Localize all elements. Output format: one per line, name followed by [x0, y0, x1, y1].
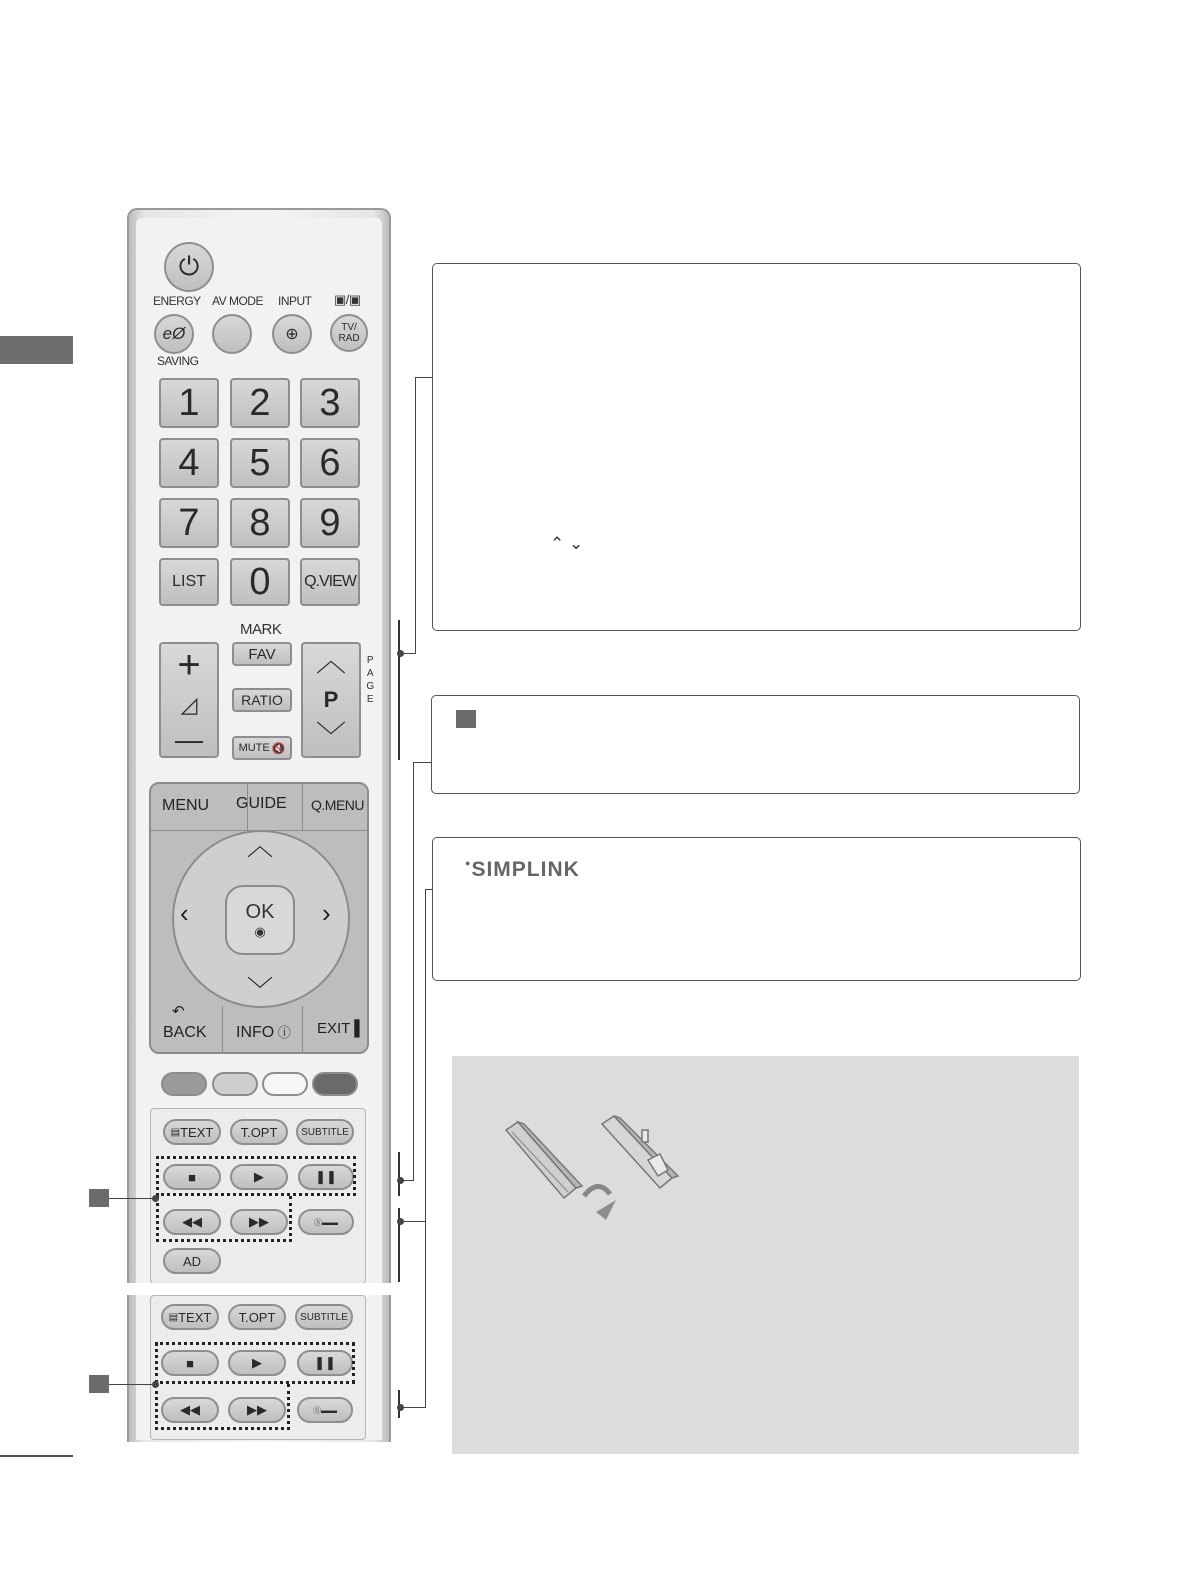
bracket-volume-program	[398, 620, 400, 760]
text-button-b[interactable]	[161, 1304, 219, 1330]
key-2[interactable]: 2	[230, 378, 290, 428]
input-button[interactable]	[272, 314, 312, 354]
pause-icon: ❚❚	[314, 1355, 336, 1370]
left-arrow-icon[interactable]: ‹	[180, 898, 189, 928]
leader-1-h2	[415, 377, 433, 378]
battery-cover-illustration	[498, 1112, 698, 1232]
exit-label: EXIT	[317, 1020, 351, 1037]
q-view-button[interactable]: Q.VIEW	[300, 558, 360, 606]
highlight-playback-a	[156, 1156, 356, 1196]
simplink-logo-dot-icon: ●	[465, 858, 472, 868]
leader-1-v	[415, 377, 416, 654]
t-opt-button-b[interactable]: T.OPT	[228, 1304, 286, 1330]
key-0[interactable]: 0	[230, 558, 290, 606]
mute-icon: 🔇	[271, 742, 286, 755]
key-6[interactable]: 6	[300, 438, 360, 488]
av-mode-button[interactable]	[212, 314, 252, 354]
mute-button[interactable]	[232, 736, 292, 760]
simplink-icon: Ⓢ▬▬	[313, 1405, 337, 1415]
callout-box-channel-volume	[432, 263, 1081, 631]
nav-divider-v2	[302, 784, 303, 830]
subtitle-button-a[interactable]: SUBTITLE	[296, 1119, 354, 1145]
input-label: INPUT	[278, 294, 312, 308]
text-button-a[interactable]	[163, 1119, 221, 1145]
marker-b-dot	[152, 1381, 159, 1388]
callout-box-simplink	[432, 837, 1081, 981]
volume-up-icon: +	[177, 643, 201, 687]
saving-label: SAVING	[157, 354, 199, 368]
up-down-chevron-icon: ⌃ ⌄	[550, 534, 584, 553]
q-menu-button[interactable]: Q.MENU	[311, 797, 364, 813]
t-opt-button-a[interactable]: T.OPT	[230, 1119, 288, 1145]
highlight-trick-a	[156, 1196, 292, 1242]
info-icon: ⓘ	[274, 1025, 291, 1040]
callout-marker-b	[89, 1375, 109, 1393]
leader-3-v	[425, 889, 426, 1407]
fast-forward-icon: ▶▶	[247, 1402, 267, 1417]
guide-button[interactable]: GUIDE	[236, 795, 287, 812]
image-gap	[120, 1283, 395, 1295]
ratio-button[interactable]: RATIO	[232, 688, 292, 712]
back-button[interactable]: BACK	[163, 1024, 207, 1041]
key-3[interactable]: 3	[300, 378, 360, 428]
list-button[interactable]: LIST	[159, 558, 219, 606]
rewind-icon: ◀◀	[180, 1402, 200, 1417]
green-key[interactable]	[212, 1072, 258, 1096]
marker-b-line	[109, 1384, 155, 1385]
leader-3-h	[402, 1221, 426, 1222]
info-button[interactable]	[236, 1022, 291, 1042]
program-down-icon: ﹀	[316, 721, 346, 754]
energy-saving-button[interactable]: eØ	[154, 314, 194, 354]
simplink-icon: Ⓢ▬▬	[314, 1217, 338, 1227]
section-tab	[0, 336, 73, 364]
ok-label: OK	[245, 900, 275, 923]
play-icon: ▶	[252, 1355, 262, 1370]
tv-radio-icon: ▣/▣	[334, 292, 361, 307]
key-7[interactable]: 7	[159, 498, 219, 548]
program-label: P	[323, 687, 339, 712]
menu-button[interactable]: MENU	[162, 797, 210, 814]
subtitle-button-b[interactable]: SUBTITLE	[295, 1304, 353, 1330]
red-key[interactable]	[161, 1072, 207, 1096]
teletext-icon: ▤	[168, 1311, 179, 1323]
exit-icon: ▌	[350, 1020, 365, 1037]
program-rocker[interactable]	[301, 642, 361, 758]
simplink-button-a[interactable]	[298, 1209, 354, 1235]
pause-icon: ❚❚	[315, 1169, 337, 1184]
volume-down-icon: —	[175, 724, 203, 755]
power-button[interactable]: ⏻	[164, 242, 214, 292]
nav-divider-v3	[222, 1006, 223, 1052]
mark-label: MARK	[240, 621, 282, 638]
av-mode-label: AV MODE	[212, 294, 263, 308]
rewind-icon: ◀◀	[182, 1214, 202, 1229]
key-8[interactable]: 8	[230, 498, 290, 548]
ok-button[interactable]	[225, 885, 295, 955]
text-label-b: TEXT	[178, 1309, 212, 1325]
bracket-playback-a	[398, 1152, 400, 1196]
page-label: PAGE	[366, 655, 374, 705]
battery-installation-panel	[452, 1056, 1079, 1454]
mute-label: MUTE	[238, 742, 270, 754]
ad-button[interactable]: AD	[163, 1248, 221, 1274]
stop-icon: ■	[186, 1355, 194, 1371]
remote-back-closed-icon	[602, 1116, 678, 1188]
volume-rocker[interactable]	[159, 642, 219, 758]
key-9[interactable]: 9	[300, 498, 360, 548]
tv-rad-button[interactable]: TV/ RAD	[330, 314, 368, 352]
yellow-key[interactable]	[262, 1072, 308, 1096]
volume-icon: ◿	[180, 692, 198, 717]
nav-divider-v4	[302, 1006, 303, 1052]
simplink-logo-text: SIMPLINK	[471, 858, 580, 881]
up-arrow-icon[interactable]: ︿	[247, 831, 274, 861]
marker-a-dot	[152, 1195, 159, 1202]
remote-back-open-icon	[506, 1122, 616, 1220]
fast-forward-icon: ▶▶	[249, 1214, 269, 1229]
key-4[interactable]: 4	[159, 438, 219, 488]
right-arrow-icon[interactable]: ›	[322, 898, 331, 928]
leader-4-h	[402, 1407, 426, 1408]
text-label-a: TEXT	[180, 1124, 214, 1140]
down-arrow-icon[interactable]: ﹀	[247, 975, 274, 1005]
stop-icon: ■	[188, 1169, 196, 1185]
exit-button[interactable]	[317, 1020, 365, 1037]
page-number-rule	[0, 1455, 73, 1457]
back-icon: ↶	[172, 1003, 185, 1020]
program-up-icon: ︿	[316, 645, 346, 678]
ok-dot-icon: ◉	[254, 923, 266, 939]
fav-button[interactable]: FAV	[232, 642, 292, 666]
callout-marker-a	[89, 1189, 109, 1207]
key-1[interactable]: 1	[159, 378, 219, 428]
leader-1-h	[402, 653, 416, 654]
highlight-playback-b	[155, 1342, 355, 1384]
highlight-trick-b	[155, 1384, 290, 1430]
callout-box-marker	[456, 710, 476, 728]
simplink-button-b[interactable]	[297, 1397, 353, 1423]
blue-key[interactable]	[312, 1072, 358, 1096]
input-icon: ⊕	[285, 326, 299, 343]
leader-2-v	[413, 762, 414, 1181]
info-label: INFO	[236, 1024, 275, 1041]
energy-saving-label: ENERGY	[153, 294, 201, 308]
simplink-logo	[465, 858, 580, 882]
teletext-icon: ▤	[170, 1126, 181, 1138]
leader-2-h2	[413, 762, 433, 763]
play-icon: ▶	[254, 1169, 264, 1184]
key-5[interactable]: 5	[230, 438, 290, 488]
callout-box-playback	[431, 695, 1080, 794]
marker-a-line	[109, 1198, 155, 1199]
